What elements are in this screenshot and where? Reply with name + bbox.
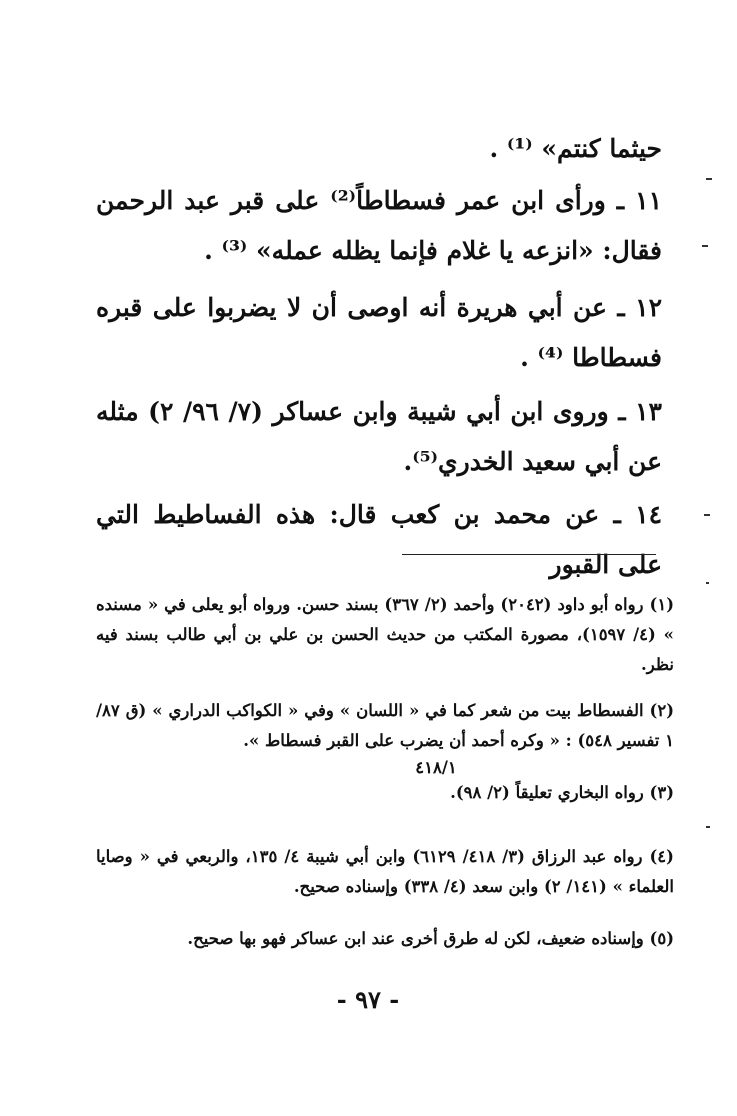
- main-text-item-14: [96, 490, 662, 590]
- footnote-2-text: (٢) الفسطاط بيت من شعر كما في « اللسان » وفي « الكواكب الدراري » (ق ٨٧/ ١ تفسير ٥٤٨) : « وكره أحمد أن يضرب على القبر فسطاط ».: [96, 701, 674, 750]
- footnote-1-text: (١) رواه أبو داود (٢٠٤٢) وأحمد (٢/ ٣٦٧) بسند حسن. ورواه أبو يعلى في « مسنده » (٤/ ١٥٩٧)، مصورة المكتب من حديث الحسن بن علي بن أبي طالب بسند فيه نظر.: [96, 595, 674, 674]
- footnote-4: [96, 842, 674, 902]
- paragraph-11: ١١ ـ ورأى ابن عمر فسطاطاً⁽²⁾ على قبر عبد الرحمن فقال: «انزعه يا غلام فإنما يظله عمله» ⁽³⁾ .: [96, 186, 662, 265]
- page-number: - ٩٧ -: [336, 985, 400, 1014]
- footnote-5: [96, 924, 674, 954]
- paragraph-13: ١٣ ـ وروى ابن أبي شيبة وابن عساكر (٧/ ٩٦/ ٢) مثله عن أبي سعيد الخدري⁽⁵⁾.: [96, 397, 662, 476]
- paragraph-12: ١٢ ـ عن أبي هريرة أنه اوصى أن لا يضربوا على قبره فسطاطا ⁽⁴⁾ .: [96, 293, 662, 372]
- paragraph-continuation: حيثما كنتم» ⁽¹⁾ .: [489, 134, 662, 163]
- main-text-item-11: [96, 176, 662, 276]
- scan-speck: [706, 582, 709, 584]
- main-text-item-12: [96, 283, 662, 383]
- footnote-3: [96, 778, 674, 808]
- paragraph-14: ١٤ ـ عن محمد بن كعب قال: هذه الفساطيط التي على القبور: [96, 500, 662, 579]
- main-text: [96, 124, 662, 174]
- scan-speck: [702, 245, 708, 247]
- scan-speck: [706, 826, 710, 828]
- scan-speck: [704, 514, 710, 516]
- footnote-3-insertion: [396, 758, 476, 778]
- footnote-1: [96, 590, 674, 680]
- scan-speck: [706, 178, 712, 180]
- footnote-4-text: (٤) رواه عبد الرزاق (٣/ ٤١٨/ ٦١٢٩) وابن أبي شيبة ٤/ ١٣٥، والربعي في « وصايا العلماء » (١٤١/ ٢) وابن سعد (٤/ ٣٣٨) وإسناده صحيح.: [96, 847, 674, 896]
- main-text-item-13: [96, 387, 662, 487]
- footnote-separator: [402, 554, 656, 555]
- footnote-3-text: (٣) رواه البخاري تعليقاً (٢/ ٩٨).: [450, 783, 674, 802]
- footnote-2: [96, 696, 674, 756]
- footnote-5-text: (٥) وإسناده ضعيف، لكن له طرق أخرى عند ابن عساكر فهو بها صحيح.: [187, 929, 674, 948]
- footnote-3-insert-text: ٤١٨/١: [415, 758, 457, 777]
